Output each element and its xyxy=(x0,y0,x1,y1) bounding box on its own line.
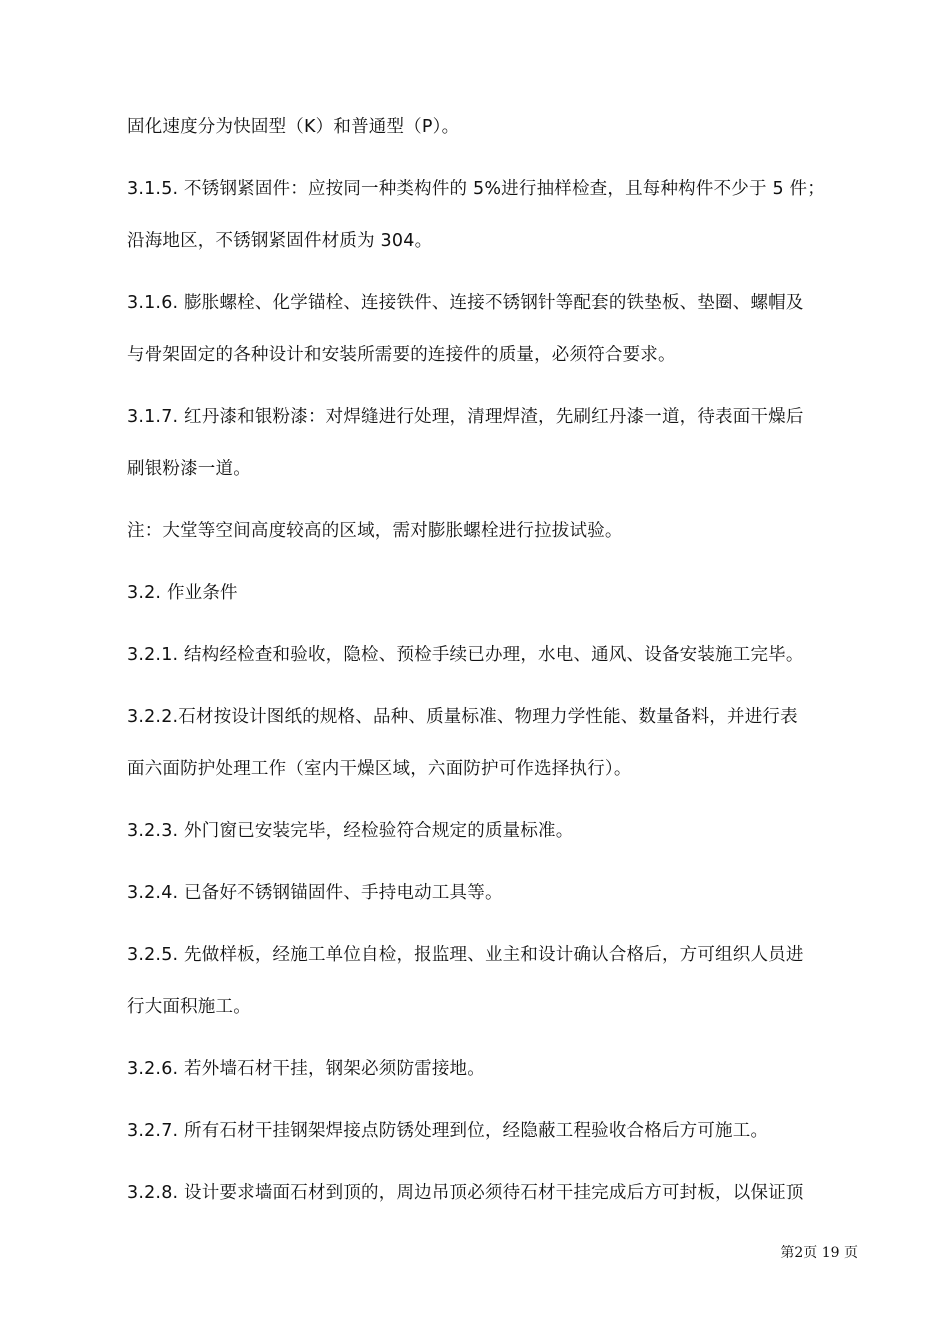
text-line: 行大面积施工。 xyxy=(127,997,251,1017)
section-heading-3-2 xyxy=(127,578,855,608)
text-line: 3.2.7. 所有石材干挂钢架焊接点防锈处理到位，经隐蔽工程验收合格后方可施工。 xyxy=(127,1121,769,1141)
text-line: 3.2. 作业条件 xyxy=(127,583,238,603)
text-line: 3.2.8. 设计要求墙面石材到顶的，周边吊顶必须待石材干挂完成后方可封板，以保证顶 xyxy=(127,1183,804,1203)
text-line: 固化速度分为快固型（K）和普通型（P）。 xyxy=(127,117,460,137)
paragraph-3-2-7 xyxy=(127,1116,855,1146)
text-line: 3.2.5. 先做样板，经施工单位自检，报监理、业主和设计确认合格后，方可组织人员进 xyxy=(127,945,804,965)
text-line: 面六面防护处理工作（室内干燥区域，六面防护可作选择执行）。 xyxy=(127,759,632,779)
text-line: 注：大堂等空间高度较高的区域，需对膨胀螺栓进行拉拔试验。 xyxy=(127,521,623,541)
paragraph-curing-speed xyxy=(127,112,855,142)
page-number-footer: 第2页 19 页 xyxy=(780,1245,858,1261)
paragraph-3-2-3 xyxy=(127,816,855,846)
paragraph-3-1-7 xyxy=(127,402,855,484)
paragraph-3-1-5 xyxy=(127,174,855,256)
text-line: 3.2.3. 外门窗已安装完毕，经检验符合规定的质量标准。 xyxy=(127,821,574,841)
document-body xyxy=(127,112,855,1240)
paragraph-3-2-8 xyxy=(127,1178,855,1208)
text-line: 3.1.5. 不锈钢紧固件：应按同一种类构件的 5%进行抽样检查，且每种构件不少于 5 件； xyxy=(127,179,825,199)
text-line: 3.2.1. 结构经检查和验收，隐检、预检手续已办理，水电、通风、设备安装施工完毕。 xyxy=(127,645,804,665)
text-line: 刷银粉漆一道。 xyxy=(127,459,251,479)
paragraph-3-2-6 xyxy=(127,1054,855,1084)
text-line: 3.1.6. 膨胀螺栓、化学锚栓、连接铁件、连接不锈钢针等配套的铁垫板、垫圈、螺帽及 xyxy=(127,293,804,313)
text-line: 3.1.7. 红丹漆和银粉漆：对焊缝进行处理，清理焊渣，先刷红丹漆一道，待表面干燥后 xyxy=(127,407,804,427)
paragraph-3-2-1 xyxy=(127,640,855,670)
text-line: 3.2.6. 若外墙石材干挂，钢架必须防雷接地。 xyxy=(127,1059,485,1079)
paragraph-3-1-6 xyxy=(127,288,855,370)
paragraph-3-2-4 xyxy=(127,878,855,908)
paragraph-3-2-5 xyxy=(127,940,855,1022)
paragraph-3-2-2 xyxy=(127,702,855,784)
text-line: 沿海地区，不锈钢紧固件材质为 304。 xyxy=(127,231,433,251)
paragraph-note xyxy=(127,516,855,546)
text-line: 3.2.4. 已备好不锈钢锚固件、手持电动工具等。 xyxy=(127,883,503,903)
text-line: 与骨架固定的各种设计和安装所需要的连接件的质量，必须符合要求。 xyxy=(127,345,676,365)
text-line: 3.2.2.石材按设计图纸的规格、品种、质量标准、物理力学性能、数量备料，并进行表 xyxy=(127,707,798,727)
